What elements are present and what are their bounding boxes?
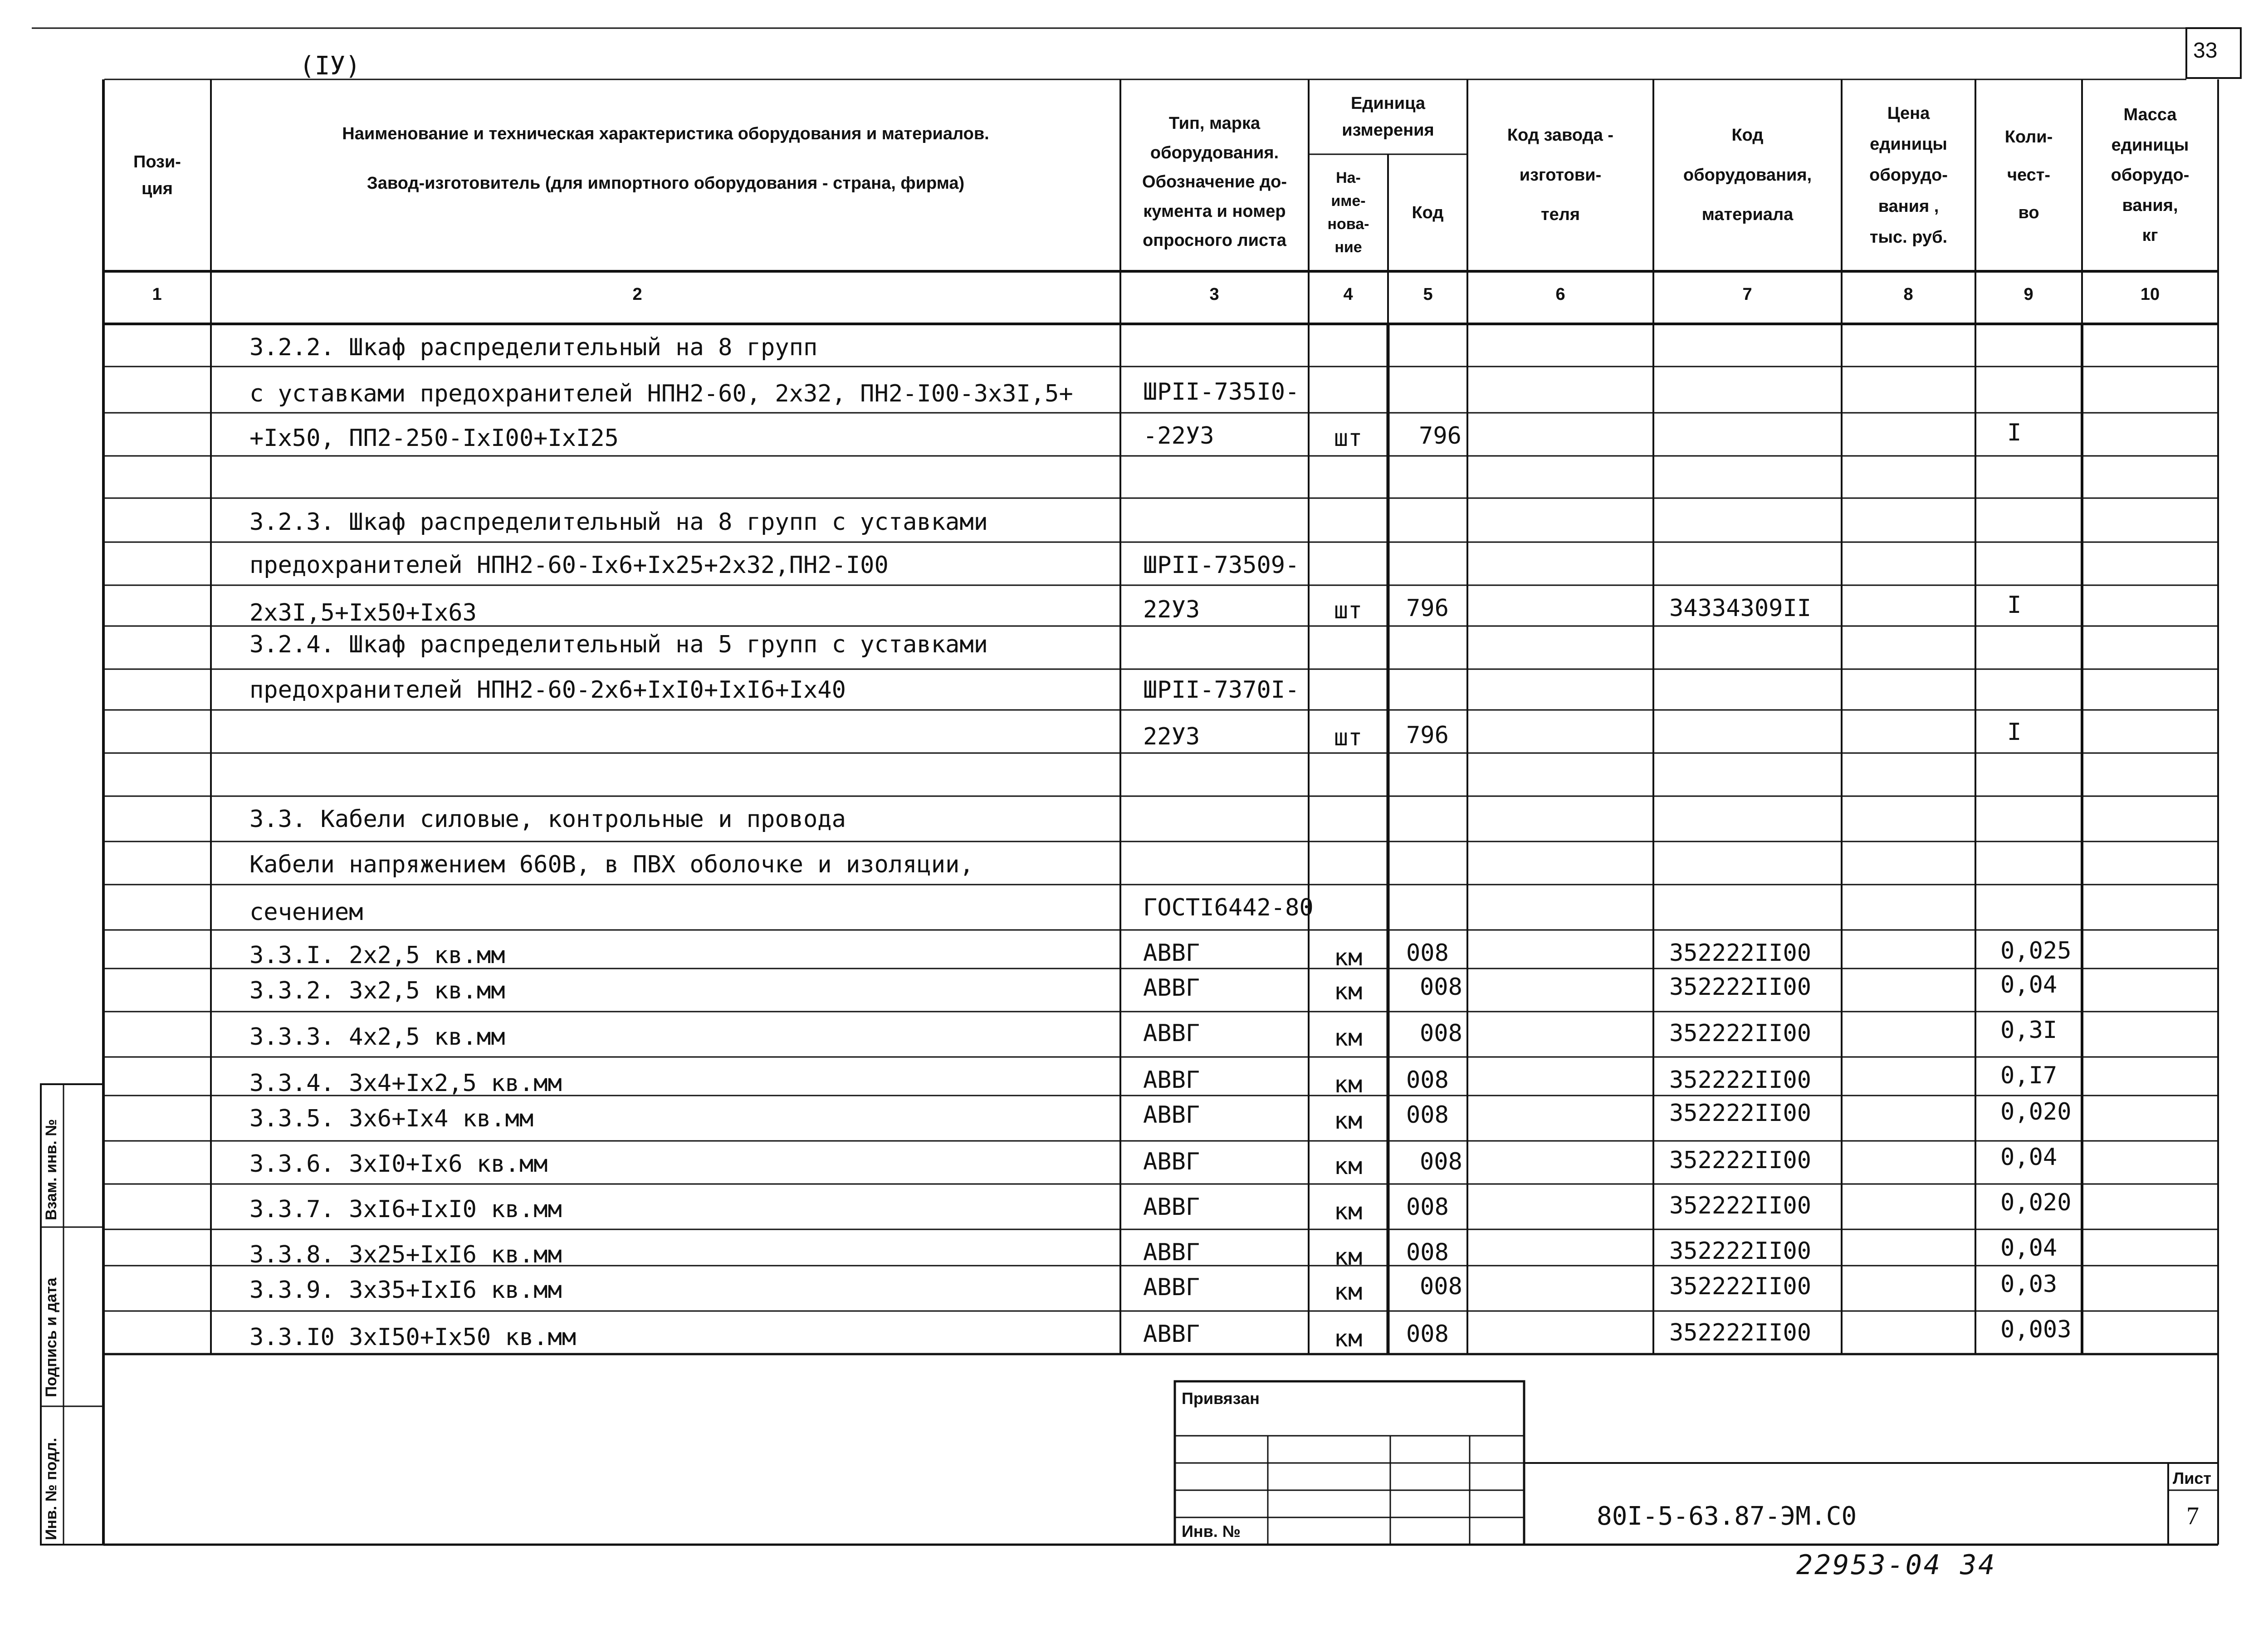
stamp-list-number: 7 [2186,1502,2199,1530]
row-code: 008 [1406,1101,1449,1129]
row-unit: км [1334,1243,1363,1271]
row-quantity: 0,003 [2000,1316,2072,1343]
row-type: АВВГ [1143,1020,1200,1047]
side-signature-date: Подпись и дата [43,1277,60,1397]
row-name: сечением [249,899,363,926]
row-name: предохранителей НПН2-60-2х6+IхI0+IхI6+Iх40 [249,676,846,704]
row-quantity: 0,04 [2000,1234,2058,1262]
row-quantity: 0,020 [2000,1098,2072,1125]
row-type: АВВГ [1143,1067,1200,1094]
row-code: 008 [1406,1321,1449,1348]
row-quantity: I [2007,719,2022,746]
row-name: +Iх50, ПП2-250-IхI00+IхI25 [249,425,619,452]
row-name: 3.3.I0 3хI50+Iх50 кв.мм [249,1324,577,1351]
row-type: ГОСТI6442-80 [1143,894,1314,921]
row-unit: шт [1334,597,1363,624]
row-unit: км [1334,1198,1363,1225]
row-unit: км [1334,1325,1363,1352]
row-unit: км [1334,1071,1363,1098]
row-material-code: 352222II00 [1669,1067,1812,1094]
row-material-code: 352222II00 [1669,1273,1812,1300]
row-code: 008 [1420,1020,1462,1047]
page-number: 33 [2193,39,2218,63]
row-unit: км [1334,1024,1363,1052]
row-material-code: 352222II00 [1669,1147,1812,1174]
row-type: ШРII-735I0- [1143,378,1300,406]
header-position: Пози- ция [133,152,181,198]
row-type: ШРII-73509- [1143,552,1300,579]
row-quantity: I [2007,592,2022,619]
header-material-code: Код оборудования, материала [1683,126,1812,225]
row-code: 008 [1420,1273,1462,1300]
row-name: предохранителей НПН2-60-Iх6+Iх25+2х32,ПН2-I00 [249,552,889,579]
row-code: 008 [1420,1148,1462,1175]
header-unit-name: На- име- нова- ние [1327,169,1369,256]
header-unit-group: Единица измерения [1342,93,1434,140]
row-name: 2х3I,5+Iх50+Iх63 [249,599,477,626]
row-unit: шт [1334,724,1363,751]
row-quantity: 0,04 [2000,971,2058,998]
row-quantity: 0,I7 [2000,1062,2058,1089]
sheet-label: (IУ) [299,51,361,81]
header-type: Тип, марка оборудования. Обозначение до- кумента и номер опросного листа [1142,114,1287,250]
handwritten-archive-number: 22953-04 34 [1796,1549,1997,1581]
side-vzam-inv: Взам. инв. № [43,1119,60,1220]
row-code: 008 [1406,1239,1449,1266]
header-unit-code: Код [1412,203,1444,222]
row-name: 3.3.I. 2х2,5 кв.мм [249,942,505,969]
row-code: 796 [1406,722,1449,749]
row-type: АВВГ [1143,939,1200,967]
row-code: 008 [1406,939,1449,967]
row-code: 008 [1406,1067,1449,1094]
header-unit-price: Цена единицы оборудо- вания , тыс. руб. [1869,103,1948,247]
stamp-inv-number: Инв. № [1182,1522,1241,1541]
row-quantity: 0,025 [2000,937,2072,964]
row-unit: км [1334,1278,1363,1306]
row-quantity: 0,03 [2000,1271,2058,1298]
row-name: 3.3. Кабели силовые, контрольные и провода [249,806,846,833]
row-code: 008 [1406,1194,1449,1221]
row-unit: км [1334,1107,1363,1135]
row-material-code: 34334309II [1669,595,1812,622]
row-type: АВВГ [1143,1148,1200,1175]
row-name: 3.2.3. Шкаф распределительный на 8 групп с уставками [249,509,988,536]
row-material-code: 352222II00 [1669,1319,1812,1346]
row-type: АВВГ [1143,974,1200,1002]
row-type: АВВГ [1143,1321,1200,1348]
header-quantity: Коли- чест- во [2004,127,2053,223]
row-material-code: 352222II00 [1669,974,1812,1001]
row-unit: км [1334,1153,1363,1180]
row-unit: км [1334,978,1363,1005]
side-inv-original: Инв. № подл. [43,1438,60,1540]
row-type: ШРII-7370I- [1143,676,1300,704]
row-type: АВВГ [1143,1194,1200,1221]
row-name: 3.2.2. Шкаф распределительный на 8 групп [249,334,818,361]
row-type: АВВГ [1143,1101,1200,1129]
row-quantity: 0,04 [2000,1144,2058,1171]
row-quantity: 0,020 [2000,1189,2072,1216]
row-type: АВВГ [1143,1239,1200,1266]
row-name: 3.3.6. 3хI0+Iх6 кв.мм [249,1150,548,1178]
row-name: 3.3.5. 3х6+Iх4 кв.мм [249,1105,534,1132]
row-type: 22У3 [1143,723,1200,750]
row-name: 3.3.2. 3х2,5 кв.мм [249,977,505,1004]
stamp-list-label: Лист [2173,1469,2212,1487]
row-type: 22У3 [1143,596,1200,623]
row-name: с уставками предохранителей НПН2-60, 2х32, ПН2-I00-3х3I,5+ [249,380,1073,407]
header-manufacturer-code: Код завода - изготови- теля [1507,126,1614,225]
stamp-privyazan: Привязан [1182,1389,1260,1408]
row-quantity: 0,3I [2000,1017,2058,1044]
row-name: 3.3.9. 3х35+IхI6 кв.мм [249,1277,562,1304]
row-material-code: 352222II00 [1669,1192,1812,1219]
row-name: 3.3.3. 4х2,5 кв.мм [249,1023,505,1051]
header-unit-mass: Масса единицы оборудо- вания, кг [2111,105,2190,245]
row-name: Кабели напряжением 660В, в ПВХ оболочке и изоляции, [249,851,974,878]
row-material-code: 352222II00 [1669,1100,1812,1127]
row-unit: км [1334,944,1363,971]
row-type: АВВГ [1143,1274,1200,1301]
stamp-document-code: 80I-5-63.87-ЭМ.С0 [1597,1502,1857,1531]
row-code: 796 [1406,595,1449,622]
row-unit: шт [1334,425,1363,452]
row-code: 796 [1419,422,1461,450]
row-name: 3.3.7. 3хI6+IхI0 кв.мм [249,1196,562,1223]
row-quantity: I [2007,419,2022,446]
row-material-code: 352222II00 [1669,939,1812,967]
row-type: -22У3 [1143,422,1214,450]
header-name: Наименование и техническая характеристика оборудования и материалов. Завод-изготовитель (для импортного оборудования - страна, фирма) [342,124,989,193]
row-code: 008 [1420,974,1462,1001]
row-name: 3.3.4. 3х4+Iх2,5 кв.мм [249,1070,562,1097]
row-material-code: 352222II00 [1669,1020,1812,1047]
row-name: 3.2.4. Шкаф распределительный на 5 групп с уставками [249,631,988,658]
row-name: 3.3.8. 3х25+IхI6 кв.мм [249,1241,562,1268]
row-material-code: 352222II00 [1669,1238,1812,1265]
